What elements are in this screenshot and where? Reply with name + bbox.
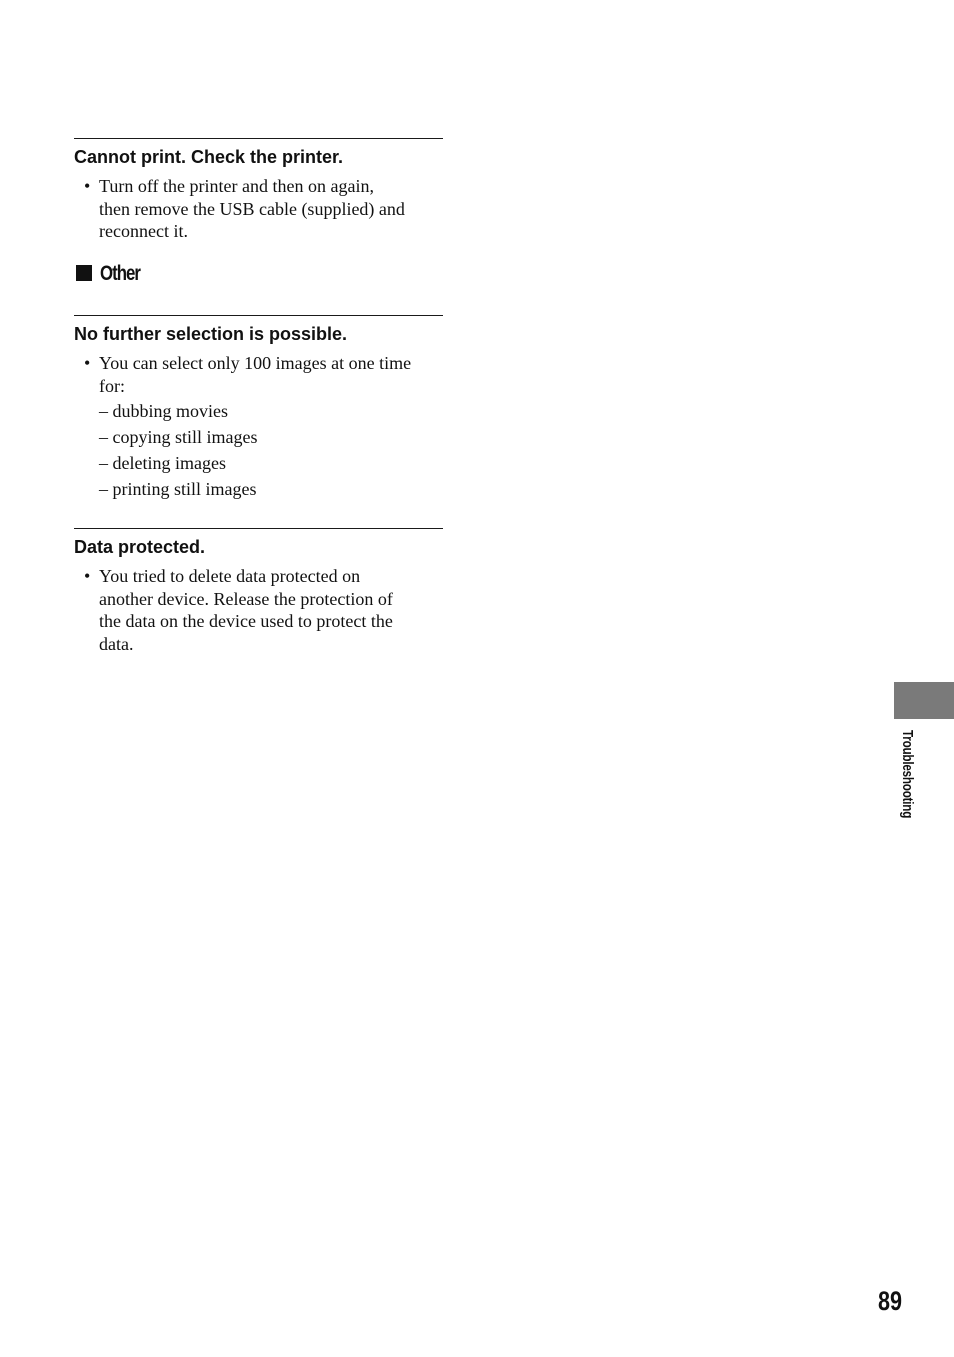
entry-title: Cannot print. Check the printer.: [74, 147, 344, 167]
bullet-text: [99, 352, 444, 397]
bullet-text: [99, 565, 444, 655]
bullet-dot: •: [84, 566, 91, 586]
bullet-text: [99, 175, 444, 243]
sub-list-item: – deleting images: [99, 453, 226, 473]
chapter-tab-marker: [894, 682, 954, 719]
divider-rule: [74, 138, 443, 139]
text-line: Turn off the printer and then on again,: [99, 176, 374, 196]
chapter-label-text: Troubleshooting: [899, 730, 916, 819]
text-line: another device. Release the protection of: [99, 588, 393, 609]
section-square-icon: [76, 265, 92, 281]
page-number: 89: [878, 1286, 903, 1316]
entry-title: Data protected.: [74, 537, 206, 557]
text-line: then remove the USB cable (supplied) and: [99, 198, 405, 219]
divider-rule: [74, 528, 443, 529]
text-line: for:: [99, 375, 125, 396]
bullet-dot: •: [84, 176, 91, 196]
text-line: data.: [99, 633, 134, 654]
entry-title: No further selection is possible.: [74, 324, 348, 344]
sub-list-item: – printing still images: [99, 479, 257, 499]
sub-list-item: – dubbing movies: [99, 401, 228, 421]
divider-rule: [74, 315, 443, 316]
sub-list-item: – copying still images: [99, 427, 258, 447]
text-line: You can select only 100 images at one time: [99, 353, 412, 373]
section-title: Other: [100, 262, 141, 285]
bullet-dot: •: [84, 353, 91, 373]
text-line: the data on the device used to protect the: [99, 611, 393, 631]
text-line: reconnect it.: [99, 221, 188, 241]
text-line: You tried to delete data protected on: [99, 566, 361, 586]
